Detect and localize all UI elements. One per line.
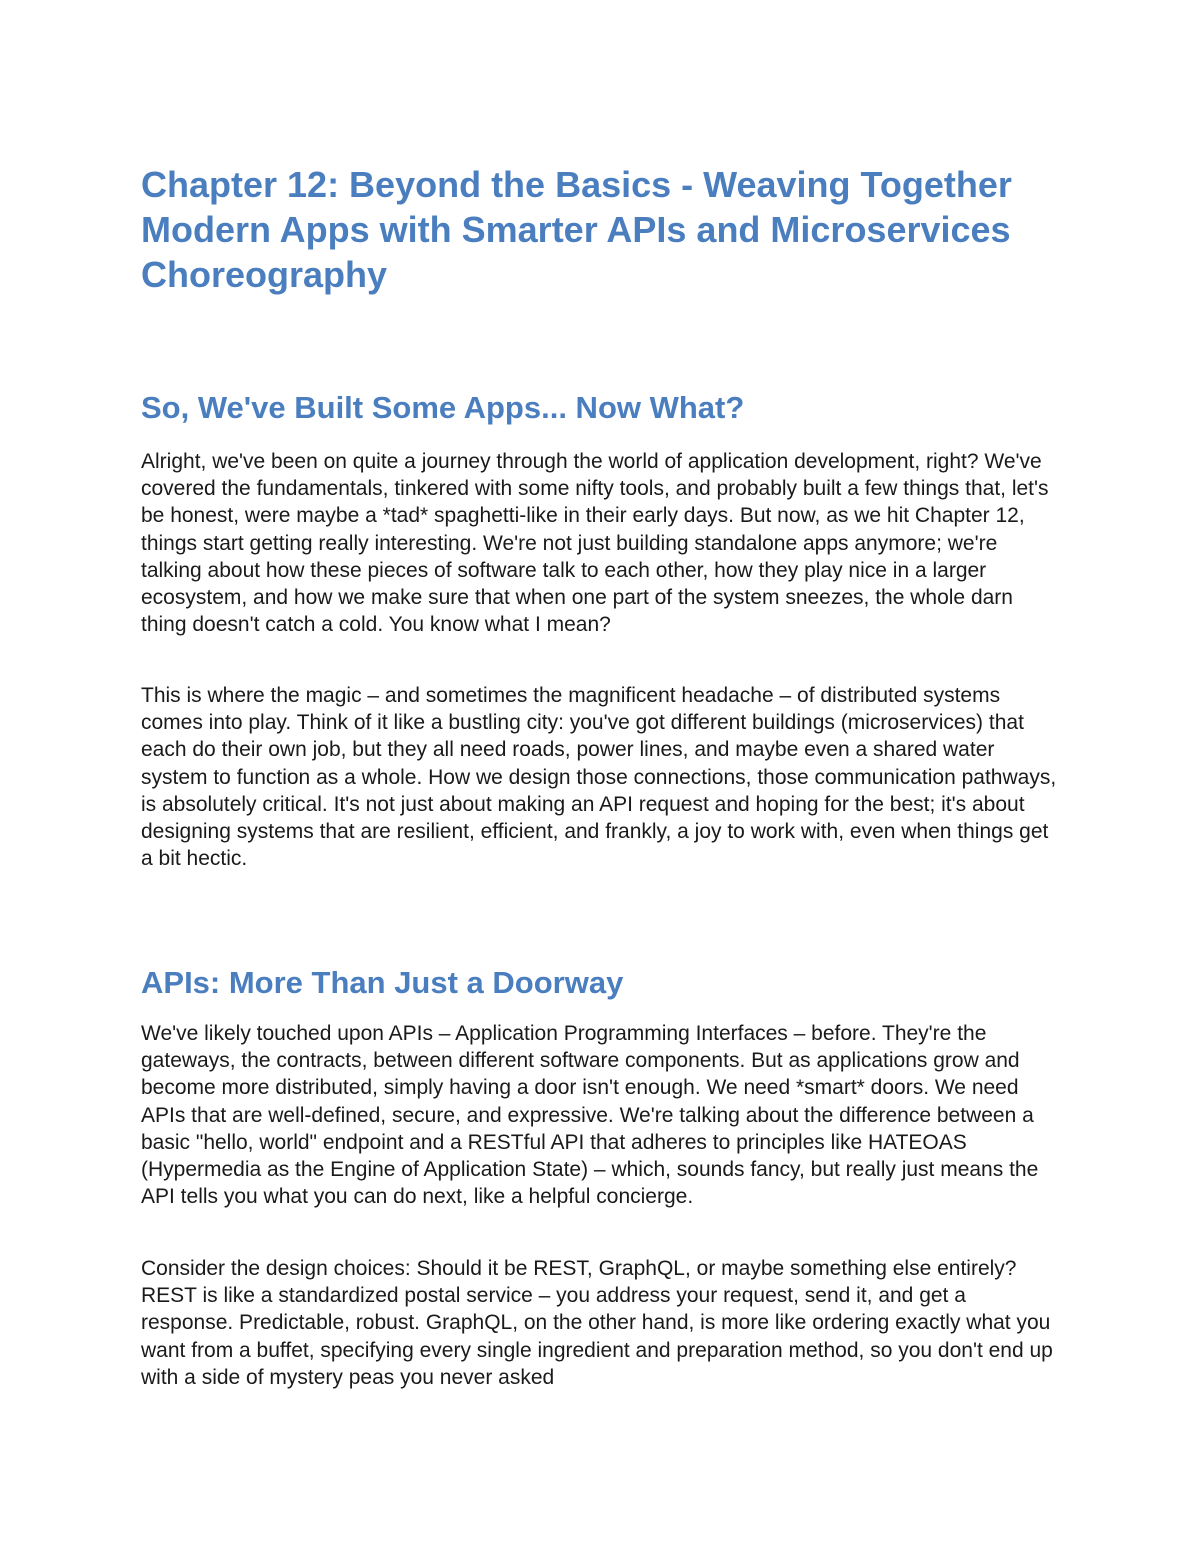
chapter-title: Chapter 12: Beyond the Basics - Weaving Together Modern Apps with Smarter APIs and Microservices Choreography xyxy=(141,164,1012,295)
paragraph: Consider the design choices: Should it be REST, GraphQL, or maybe something else entirely? REST is like a standardized postal service – you address your request, send it, and get a response. Predictable, robust. GraphQL, on the other hand, is more like ordering exactly what you want from a buffet, specifying every single ingredient and preparation method, so you don't end up with a side of mystery peas you never asked xyxy=(141,1257,1053,1389)
paragraph: This is where the magic – and sometimes the magnificent headache – of distributed systems comes into play. Think of it like a bustling city: you've got different buildings (microservices) that each do their own job, but they all need roads, power lines, and maybe even a shared water system to function as a whole. How we design those connections, those communication pathways, is absolutely critical. It's not just about making an API request and hoping for the best; it's about designing systems that are resilient, efficient, and frankly, a joy to work with, even when things get a bit hectic. xyxy=(141,684,1057,871)
section-heading-apis: APIs: More Than Just a Doorway xyxy=(141,965,624,1000)
section-heading-built-apps: So, We've Built Some Apps... Now What? xyxy=(141,390,745,425)
document-page xyxy=(141,0,1061,1553)
paragraph: We've likely touched upon APIs – Application Programming Interfaces – before. They're the gateways, the contracts, between different software components. But as applications grow and become more distributed, simply having a door isn't enough. We need *smart* doors. We need APIs that are well-defined, secure, and expressive. We're talking about the difference between a basic "hello, world" endpoint and a RESTful API that adheres to principles like HATEOAS (Hypermedia as the Engine of Application State) – which, sounds fancy, but really just means the API tells you what you can do next, like a helpful concierge. xyxy=(141,1022,1039,1209)
paragraph: Alright, we've been on quite a journey through the world of application development, right? We've covered the fundamentals, tinkered with some nifty tools, and probably built a few things that, let's be honest, were maybe a *tad* spaghetti-like in their early days. But now, as we hit Chapter 12, things start getting really interesting. We're not just building standalone apps anymore; we're talking about how these pieces of software talk to each other, how they play nice in a larger ecosystem, and how we make sure that when one part of the system sneezes, the whole darn thing doesn't catch a cold. You know what I mean? xyxy=(141,450,1049,637)
